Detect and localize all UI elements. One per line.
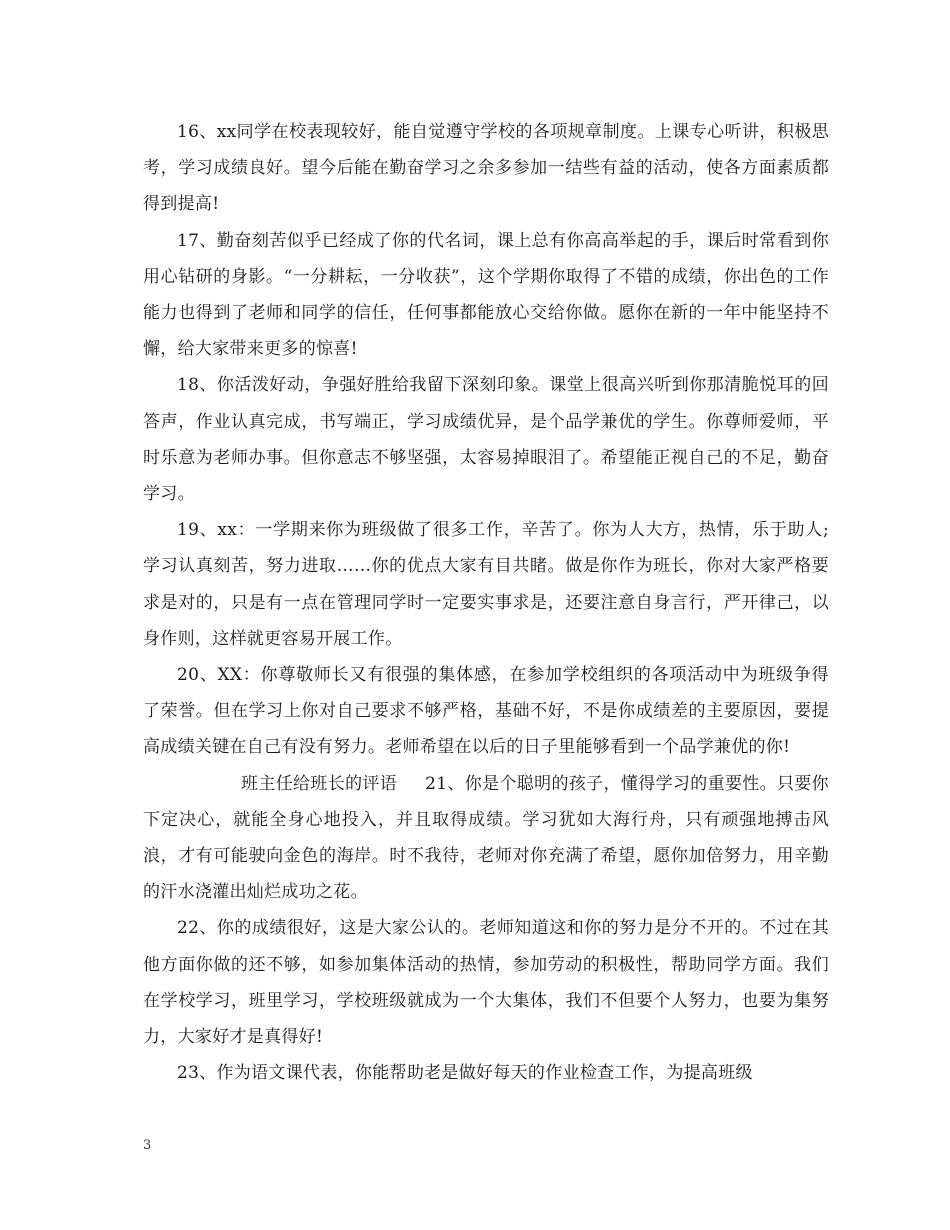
- comment-paragraph-23: 23、作为语文课代表，你能帮助老是做好每天的作业检查工作，为提高班级: [177, 1063, 753, 1084]
- page-number: 3: [143, 1138, 152, 1153]
- section-heading: 班主任给班长的评语: [241, 773, 398, 794]
- comment-paragraph-16: 16、xx同学在校表现较好，能自觉遵守学校的各项规章制度。上课专心听讲，积极思考，学习成绩良好。望今后能在勤奋学习之余多参加一结些有益的活动，使各方面素质都得到提高!: [143, 122, 829, 215]
- comment-paragraph-18: 18、你活泼好动，争强好胜给我留下深刻印象。课堂上很高兴听到你那清脆悦耳的回答声，作业认真完成，书写端正，学习成绩优异，是个品学兼优的学生。你尊师爱师，平时乐意为老师办事。但你意志不够坚强，太容易掉眼泪了。希望能正视自己的不足，勤奋学习。: [143, 375, 829, 505]
- document-body: [143, 114, 829, 1091]
- comment-paragraph-21-with-heading: [143, 766, 829, 911]
- comment-paragraph-19: 19、xx：一学期来你为班级做了很多工作，辛苦了。你为人大方，热情，乐于助人;学习认真刻苦，努力进取……你的优点大家有目共睹。做是你作为班长，你对大家严格要求是对的，只是有一点在管理同学时一定要实事求是，还要注意自身言行，严开律己，以身作则，这样就更容易开展工作。: [143, 520, 829, 649]
- comment-paragraph-21: 21、你是个聪明的孩子，懂得学习的重要性。只要你下定决心，就能全身心地投入，并且取得成绩。学习犹如大海行舟，只有顽强地搏击风浪，才有可能驶向金色的海岸。时不我待，老师对你充满了希望，愿你加倍努力，用辛勤的汗水浇灌出灿烂成功之花。: [143, 773, 829, 903]
- comment-paragraph-17: 17、勤奋刻苦似乎已经成了你的代名词，课上总有你高高举起的手，课后时常看到你用心钻研的身影。“一分耕耘，一分收获”，这个学期你取得了不错的成绩，你出色的工作能力也得到了老师和同学的信任，任何事都能放心交给你做。愿你在新的一年中能坚持不懈，给大家带来更多的惊喜!: [143, 230, 829, 360]
- comment-paragraph-22: 22、你的成绩很好，这是大家公认的。老师知道这和你的努力是分不开的。不过在其他方面你做的还不够，如参加集体活动的热情，参加劳动的积极性，帮助同学方面。我们在学校学习，班里学习，学校班级就成为一个大集体，我们不但要个人努力，也要为集努力，大家好才是真得好!: [143, 918, 829, 1048]
- comment-paragraph-20: 20、XX：你尊敬师长又有很强的集体感，在参加学校组织的各项活动中为班级争得了荣誉。但在学习上你对自己要求不够严格，基础不好，不是你成绩差的主要原因，要提高成绩关键在自己有没有努力。老师希望在以后的日子里能够看到一个品学兼优的你!: [143, 665, 829, 758]
